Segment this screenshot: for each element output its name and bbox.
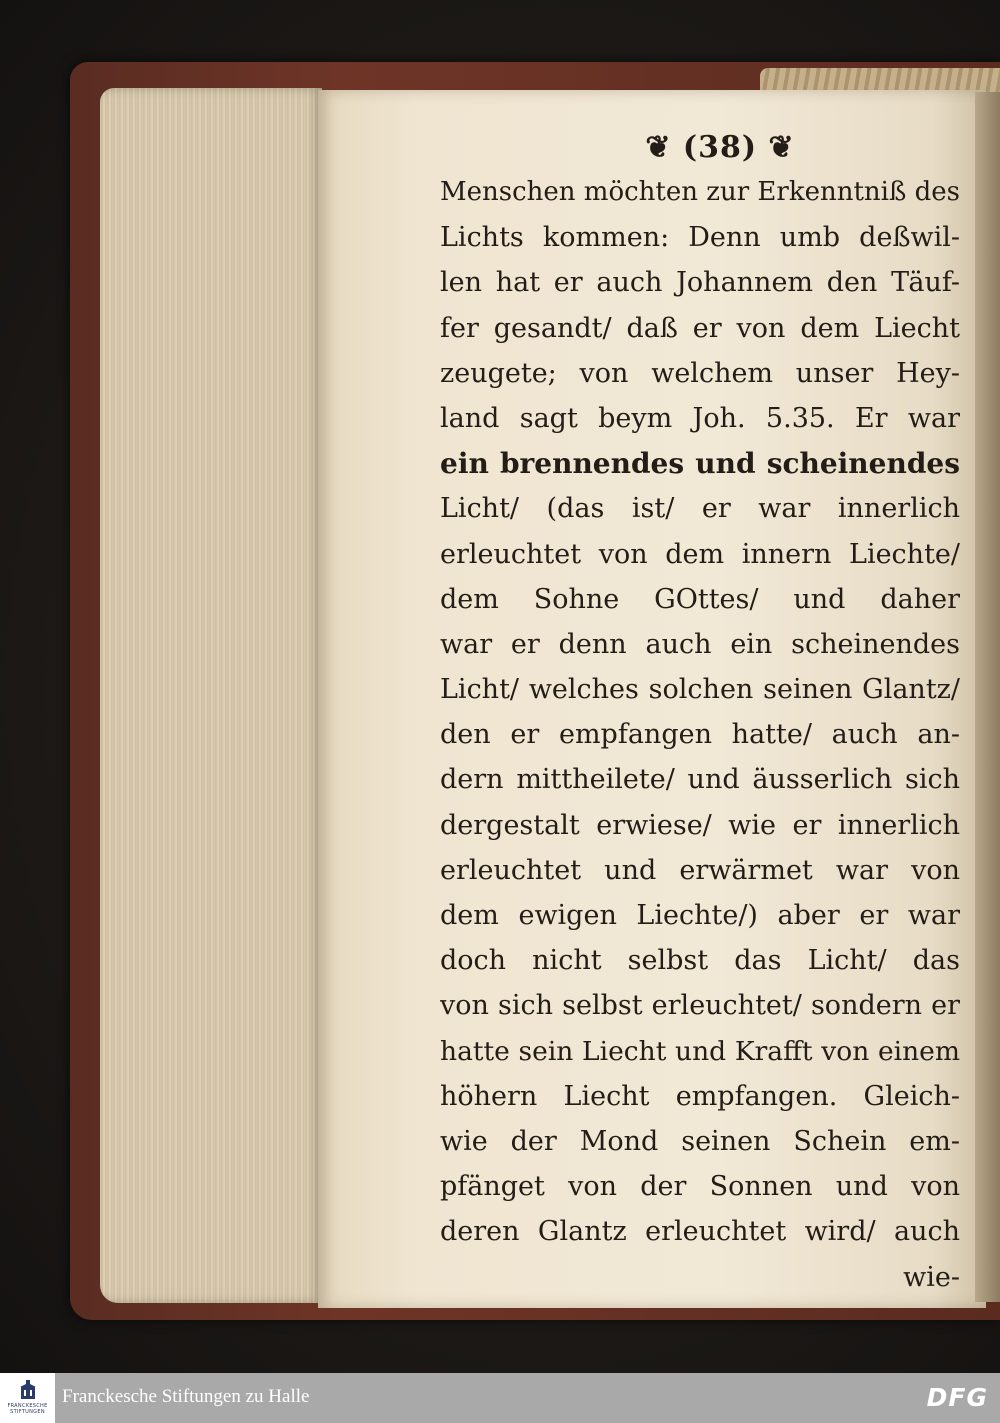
- text-line: dergestalt erwiese/ wie er innerlich: [440, 809, 960, 841]
- text-line: dem ewigen Liechte/) aber er war: [440, 900, 960, 931]
- institution-logo[interactable]: [0, 1373, 55, 1423]
- logo-caption: [2, 1403, 53, 1415]
- text-line: Lichts kommen: Denn umb deßwil-: [440, 222, 960, 254]
- logo-caption-line1: FRANCKESCHE: [7, 1403, 48, 1409]
- header-ornament-right: ❦: [757, 130, 795, 165]
- page-text: [440, 170, 960, 1300]
- text-line: dern mittheilete/ und äusserlich sich: [440, 764, 960, 796]
- text-line: land sagt beym Joh. 5.35. Er war: [440, 402, 960, 434]
- page-number-header: [620, 130, 820, 165]
- text-line: erleuchtet und erwärmet war von: [440, 854, 960, 886]
- header-ornament-left: ❦: [645, 130, 683, 165]
- gutter: [975, 92, 1000, 1302]
- text-line: erleuchtet von dem innern Liechte/: [440, 538, 960, 570]
- institution-name[interactable]: Franckesche Stiftungen zu Halle: [62, 1386, 310, 1407]
- text-line: Licht/ (das ist/ er war innerlich: [440, 493, 960, 525]
- text-line: zeugete; von welchem unser Hey-: [440, 357, 960, 389]
- viewer-footer: [0, 1373, 1000, 1423]
- page-edges: [100, 88, 322, 1303]
- text-line: fer gesandt/ daß er von dem Liecht: [440, 312, 960, 344]
- dfg-logo[interactable]: DFG: [926, 1383, 988, 1412]
- text-line: ein brennendes und scheinendes: [440, 447, 960, 481]
- page-number: (38): [682, 130, 758, 165]
- text-line: höhern Liecht empfangen. Gleich-: [440, 1080, 960, 1112]
- text-line: pfänget von der Sonnen und von: [440, 1171, 960, 1203]
- text-line: wie-: [903, 1261, 960, 1293]
- text-line: war er denn auch ein scheinendes: [440, 628, 960, 660]
- building-icon: [18, 1379, 38, 1401]
- text-line: dem Sohne GOttes/ und daher: [440, 583, 960, 615]
- text-line: hatte sein Liecht und Krafft von einem: [440, 1035, 960, 1067]
- text-line: den er empfangen hatte/ auch an-: [440, 719, 960, 751]
- text-line: doch nicht selbst das Licht/ das: [440, 945, 960, 977]
- text-line: deren Glantz erleuchtet wird/ auch: [440, 1216, 960, 1248]
- text-line: len hat er auch Johannem den Täuf-: [440, 267, 960, 299]
- text-line: wie der Mond seinen Schein em-: [440, 1125, 960, 1157]
- text-line: Licht/ welches solchen seinen Glantz/: [440, 674, 960, 706]
- logo-caption-line2: STIFTUNGEN: [10, 1409, 45, 1415]
- text-line: Menschen möchten zur Erkenntniß des: [440, 177, 960, 207]
- text-line: von sich selbst erleuchtet/ sondern er: [440, 990, 960, 1022]
